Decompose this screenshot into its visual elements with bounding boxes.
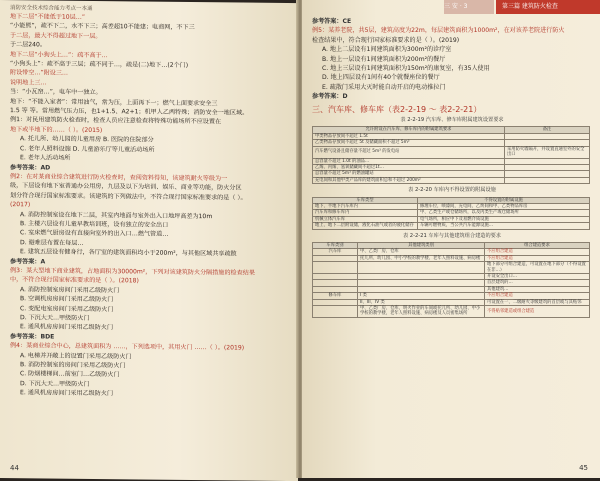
table-row [313, 146, 590, 158]
right-text-line: 参考答案：D [312, 93, 348, 101]
table-cell: 乙类物品存放间不超过 5t 及储藏面积不超过 5m³ [313, 140, 505, 146]
table1-caption: 表 2-2-19 汽车库、修车库附属建筑设置要求 [400, 117, 504, 124]
table-cell: 修车库 [313, 293, 358, 299]
section-title: 三、汽车库、修车库（表2-2-19 ～ 表2-2-21） [312, 104, 482, 114]
table-cell: 不得贴邻建造或组合建造 [485, 306, 590, 318]
table-cell: 不应组合建造 [485, 255, 590, 261]
left-text-line: C. 室床燃气厨房设有直接向室外的出入口…燃气管道… [20, 229, 169, 239]
left-text-line: C. 变配电室房间门采用乙级防火门 [20, 304, 114, 313]
left-text-line: 当：“小瓦窑…”，电车中一独立。 [10, 88, 102, 97]
left-text-line: 地下：“不能入家者”：常用油气，常为压，上面再下一；燃气上面要求安全三 [10, 97, 218, 107]
table-cell: 开设安全出口… [485, 274, 590, 280]
table3 [312, 242, 590, 318]
left-text-line: 地下二层“不能低于10层…” [10, 13, 86, 21]
left-text-line: 参考答案：A [10, 257, 46, 266]
table-cell: II、III、IV 类 [358, 299, 485, 305]
table-cell: 充电间和其他甲类产品库的建筑面积总和不超过 200m² [313, 177, 505, 183]
table-cell: 甲、乙类厂房、仓库，明火作业的车间或托儿所、幼儿园、中小学校的教学楼，老年人照料设施、病房楼及人员密集场所 [358, 306, 485, 318]
right-text-line: E. 疏散门采用大灭时能自动开启的电动推拉门 [322, 83, 446, 91]
table-cell: 甲、乙类生产或仓储场所，以及丙类生产或仓储场所 [418, 210, 590, 216]
table-cell: 地下部分可组合建造，可设置在地下部分（不得设置在非…） [485, 262, 590, 274]
left-text-line: E. 通风机房房间门采用乙级防火门 [20, 389, 114, 398]
table-cell: 总容量不超过 1.0t 的油品… [313, 158, 505, 164]
right-text-line: 检查结果中，符合现行国家标准要求的是（ ）。(2019) [312, 36, 460, 44]
table-cell: 修理车位，喷漆间，充电间，乙炔间和甲、乙类物品库房 [418, 203, 590, 209]
left-text-line: 例4：某商业综合中心，总建筑面积为 ……，下列选项中，其用火门 ……（ ）。(2019) [10, 342, 245, 352]
table-row [313, 262, 590, 274]
left-text-line: C. 防烟楼梯间…前室门…乙级防火门 [20, 370, 120, 379]
table-cell: 车辆可燃物质，当公共汽车能源设施… [418, 223, 590, 229]
left-text-line: (2017) [10, 201, 31, 209]
left-text-line: 级，下层设有地下室普通办公用房，九层及以下为培训、娱乐、商业等功能，防火分区 [10, 182, 242, 192]
table-cell [358, 262, 485, 274]
left-running-head: 消防安全技术综合能力考点一本通 [10, 5, 93, 12]
right-page [302, 0, 600, 478]
table2-caption: 表 2-2-20 车库内不得设置的附属设施 [408, 187, 496, 194]
left-text-line: 例3：某大型地下商业建筑，占地面积为30000m²，下列对该建筑防火分隔措施的检查结果 [10, 267, 255, 277]
left-text-line: “小能熊”，疏不下二，水不下三；高差超10不能建；电商网，不下三 [10, 22, 195, 32]
left-text-line: D. 下沉大天…甲级防火门 [20, 380, 90, 388]
left-text-line: 于二层，最大不得超过地下一层。 [10, 31, 102, 40]
left-text-line: C. 老年人照料设施 D. 儿童游乐厅等儿童活动场所 [20, 144, 155, 154]
right-text-column [312, 17, 592, 318]
table3-caption: 表 2-2-21 车库与其他建筑组合建造的要求 [402, 232, 502, 239]
table-cell [313, 306, 358, 318]
left-text-line: 1.5 等 等。常用燃气压力压，也1+1.5、A2+1；机甲人乙两特殊；消防安全一地区域。 [10, 107, 249, 117]
left-text-line: B. 消防控制室的房间门采用乙级防火门 [20, 361, 126, 370]
left-text-line: D. 下沉大天…甲级防火门 [20, 314, 90, 322]
table2-header-2: 不得设置的附属设施 [418, 197, 590, 203]
table3-header-3: 组合建造要求 [485, 242, 590, 248]
left-page-number: 44 [10, 464, 19, 473]
table-cell: 电气场所，相应中下及易燃介质设施 [418, 216, 590, 222]
table-cell: 地上、地下二层附设储，液化石油气或者的液化储存 [313, 223, 418, 229]
left-text-line: A. 消防控制室设在地下二层，其室内地面与室外出入口地坪高差为10m [20, 210, 213, 220]
left-text-line: 地下或半地下的……（ ）。(2015) [10, 125, 103, 134]
table-cell: 托儿所、幼儿园、中小学校的教学楼、老年人照料设施、病房楼 [358, 255, 485, 261]
left-text-line: 例1：对民用建筑防火检查时，检查人员应注意检查将特殊功能场所不应设置在 [10, 116, 222, 126]
right-text-line: 参考答案：CE [312, 18, 352, 25]
left-text-line: D. 避难层布置在每层… [20, 238, 84, 247]
right-intro [312, 17, 592, 102]
table1-header-1: 允许附设在汽车库、修车库内的附属建筑要求 [313, 127, 505, 133]
right-text-line: C. 地上三层设有1间建筑面积为150m²的康复室，有35人使用 [322, 65, 490, 73]
left-text-line: 参考答案：AD [10, 163, 51, 172]
table-cell [505, 177, 590, 183]
left-text-line: E. 老年人活动场所 [20, 154, 71, 162]
table-row [313, 223, 590, 229]
left-text-line: E. 通风机房房间门采用乙级防火门 [20, 323, 114, 332]
chapter-badge-left: 三 安 · 3 [444, 0, 494, 14]
table-cell: 首层建筑的… [485, 280, 590, 286]
right-text-line: D. 地上四层设有1间有40个就餐座位的餐厅 [322, 74, 440, 82]
table-row [313, 177, 590, 183]
table-cell: 甲、乙类厂房、仓库 [358, 249, 485, 255]
table-cell: 不应组合建造 [485, 293, 590, 299]
table-cell: 总容量不超过 5m³ 的燃油罐站 [313, 171, 505, 177]
left-text-line: 于二层240。 [10, 41, 47, 49]
left-text-line: 地下二层“小狗头上…”：疏不高于… [10, 50, 108, 59]
right-text-line: 例5：某养老院，共5层，建筑高度为22m，每层建筑面积为1000m²，在对该养老院进行防火 [312, 27, 565, 35]
right-page-number: 45 [579, 464, 588, 472]
table-cell: 汽车库和修车库内 [313, 210, 418, 216]
left-text-line: 中，不符合现行国家标准要求的是（ ）。(2018) [10, 276, 139, 285]
table1 [312, 126, 590, 184]
left-text-line: B. 主楼六层设有儿童早教培训班，设有独立的安全出口 [20, 220, 169, 229]
left-text-line: “小狗头上”：疏不高于三层；疏不同于…，疏是(二)地下…(2个门) [10, 60, 189, 70]
table2-header-1: 车库类型 [313, 197, 418, 203]
left-text-line: A. 消防控制室房间门采用乙级防火门 [20, 285, 120, 295]
chapter-badge [444, 0, 600, 14]
left-text-line: 说明地上三… [10, 78, 47, 87]
table-cell: 其他建筑… [485, 286, 590, 292]
table2 [312, 197, 590, 230]
left-text-line: A. 托儿所、幼儿园的儿童用房 B. 医院的住院部分 [20, 135, 154, 144]
left-text-line: 参考答案：BDE [10, 332, 55, 341]
left-text-line: 划分符合现行国家标准要求。该建筑的下列做法中，不符合现行国家标准要求的是（ ）。 [10, 191, 247, 202]
table-cell: 汽车燃气设备且储存量不超过 5m³ 的发电站 [313, 146, 505, 158]
table-cell: 采用防火墙隔开，并设置直通室外的安全出口 [505, 146, 590, 158]
table3-header-2: 其他建筑类别 [358, 242, 485, 248]
left-text-column [10, 12, 290, 401]
table-cell: 乙烯、丙烯、氢氧储藏间不超过1t… [313, 164, 505, 170]
table-cell: 不应组合建造 [485, 249, 590, 255]
chapter-badge-label: 第三篇 建筑防火检查 [502, 3, 558, 10]
left-text-line: 例2：在对某商业综合建筑进行防火检查时，查阅资料得知，该建筑耐火等级为一 [10, 173, 228, 183]
right-text-line: B. 地上一层设有1间建筑面积为200m²的餐厅 [322, 55, 446, 63]
left-text-line: A. 电梯并开敞上的设置门采用乙级防火门 [20, 351, 132, 361]
left-text-line: 附设带空…”附设三… [10, 69, 69, 78]
left-text-line: B. 空调机房房间门采用乙级防火门 [20, 295, 114, 304]
table-cell [313, 262, 358, 274]
table1-header-2: 备注 [505, 127, 590, 133]
right-text-line: A. 地上二层设有1间建筑面积为300m²的诊疗室 [322, 46, 452, 54]
table-row [313, 306, 590, 318]
table-cell: 汽车库 [313, 249, 358, 255]
left-page [0, 0, 298, 481]
left-text-line: E. 建筑五层设有健身行，各厅室的建筑面积均小于200m²，与其他区域共享疏散 [20, 248, 237, 258]
table-cell: 可设置在一、二级耐火等级建筑的首层或与其贴邻 [485, 299, 590, 305]
table-cell: I 类 [358, 293, 485, 299]
table-cell: 甲类物品存放间不超过 1.5t [313, 133, 505, 139]
table3-header-1: 车库类别 [313, 242, 358, 248]
table-cell: 地下、半地下汽车库内 [313, 203, 418, 209]
table-cell: 机械立体汽车库 [313, 216, 418, 222]
